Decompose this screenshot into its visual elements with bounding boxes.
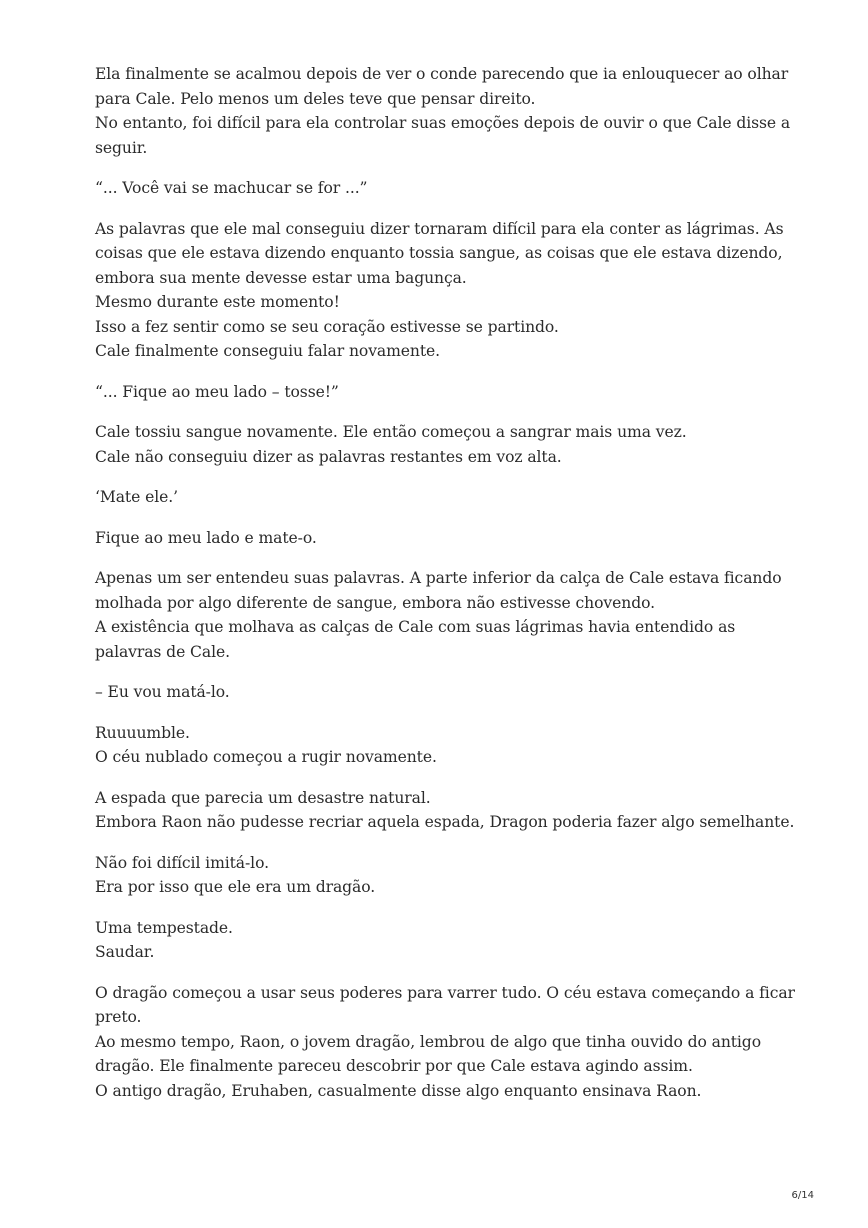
paragraph [95, 420, 795, 469]
text-line: Ruuuumble. [95, 723, 190, 742]
text-line: coisas que ele estava dizendo enquanto tossia sangue, as coisas que ele estava dizendo, [95, 244, 783, 262]
text-line: Cale finalmente conseguiu falar novamente. [95, 342, 441, 360]
text-line: Cale não conseguiu dizer as palavras restantes em voz alta. [95, 447, 562, 466]
paragraph [95, 380, 795, 405]
paragraph [95, 485, 795, 510]
text-line: Não foi difícil imitá-lo. [95, 853, 269, 872]
text-line: para Cale. Pelo menos um deles teve que pensar direito. [95, 89, 536, 108]
paragraph [95, 62, 795, 160]
text-line: O céu nublado começou a rugir novamente. [95, 748, 437, 766]
text-line: A existência que molhava as calças de Cale com suas lágrimas havia entendido as [95, 618, 736, 636]
paragraph [95, 680, 795, 705]
paragraph [95, 786, 795, 835]
paragraph [95, 916, 795, 965]
text-line: Cale tossiu sangue novamente. Ele então começou a sangrar mais uma vez. [95, 423, 687, 441]
text-line: No entanto, foi difícil para ela controlar suas emoções depois de ouvir o que Cale disse a [95, 114, 791, 132]
text-line: ‘Mate ele.’ [95, 488, 178, 506]
text-line: molhada por algo diferente de sangue, embora não estivesse chovendo. [95, 593, 655, 612]
text-line: palavras de Cale. [95, 642, 230, 661]
text-line: Mesmo durante este momento! [95, 293, 340, 311]
paragraph [95, 851, 795, 900]
text-line: Ela finalmente se acalmou depois de ver o conde parecendo que ia enlouquecer ao olhar [95, 65, 789, 83]
text-line: Apenas um ser entendeu suas palavras. A parte inferior da calça de Cale estava ficando [95, 569, 782, 587]
text-line: A espada que parecia um desastre natural. [95, 788, 431, 807]
paragraph [95, 566, 795, 664]
text-line: Era por isso que ele era um dragão. [95, 878, 376, 896]
paragraph [95, 526, 795, 551]
paragraph [95, 217, 795, 364]
text-line: Embora Raon não pudesse recriar aquela espada, Dragon poderia fazer algo semelhante. [95, 813, 795, 831]
text-line: preto. [95, 1008, 142, 1026]
paragraph [95, 721, 795, 770]
text-line: As palavras que ele mal conseguiu dizer tornaram difícil para ela conter as lágrimas. As [95, 219, 784, 238]
text-line: “... Você vai se machucar se for ...” [95, 179, 368, 197]
text-line: O antigo dragão, Eruhaben, casualmente disse algo enquanto ensinava Raon. [95, 1081, 702, 1100]
paragraph [95, 981, 795, 1104]
text-line: “... Fique ao meu lado – tosse!” [95, 382, 339, 401]
paragraph [95, 176, 795, 201]
text-line: Isso a fez sentir como se seu coração estivesse se partindo. [95, 317, 559, 336]
text-line: embora sua mente devesse estar uma bagunça. [95, 268, 467, 287]
page-number: 6/14 [791, 1190, 814, 1201]
text-line: dragão. Ele finalmente pareceu descobrir por que Cale estava agindo assim. [95, 1057, 693, 1075]
text-line: O dragão começou a usar seus poderes para varrer tudo. O céu estava começando a ficar [95, 983, 795, 1002]
text-line: seguir. [95, 138, 148, 157]
text-line: – Eu vou matá-lo. [95, 683, 230, 701]
text-line: Uma tempestade. [95, 918, 233, 937]
text-line: Saudar. [95, 943, 155, 961]
text-line: Fique ao meu lado e mate-o. [95, 528, 317, 547]
text-line: Ao mesmo tempo, Raon, o jovem dragão, lembrou de algo que tinha ouvido do antigo [95, 1032, 761, 1051]
document-page [95, 62, 795, 1119]
